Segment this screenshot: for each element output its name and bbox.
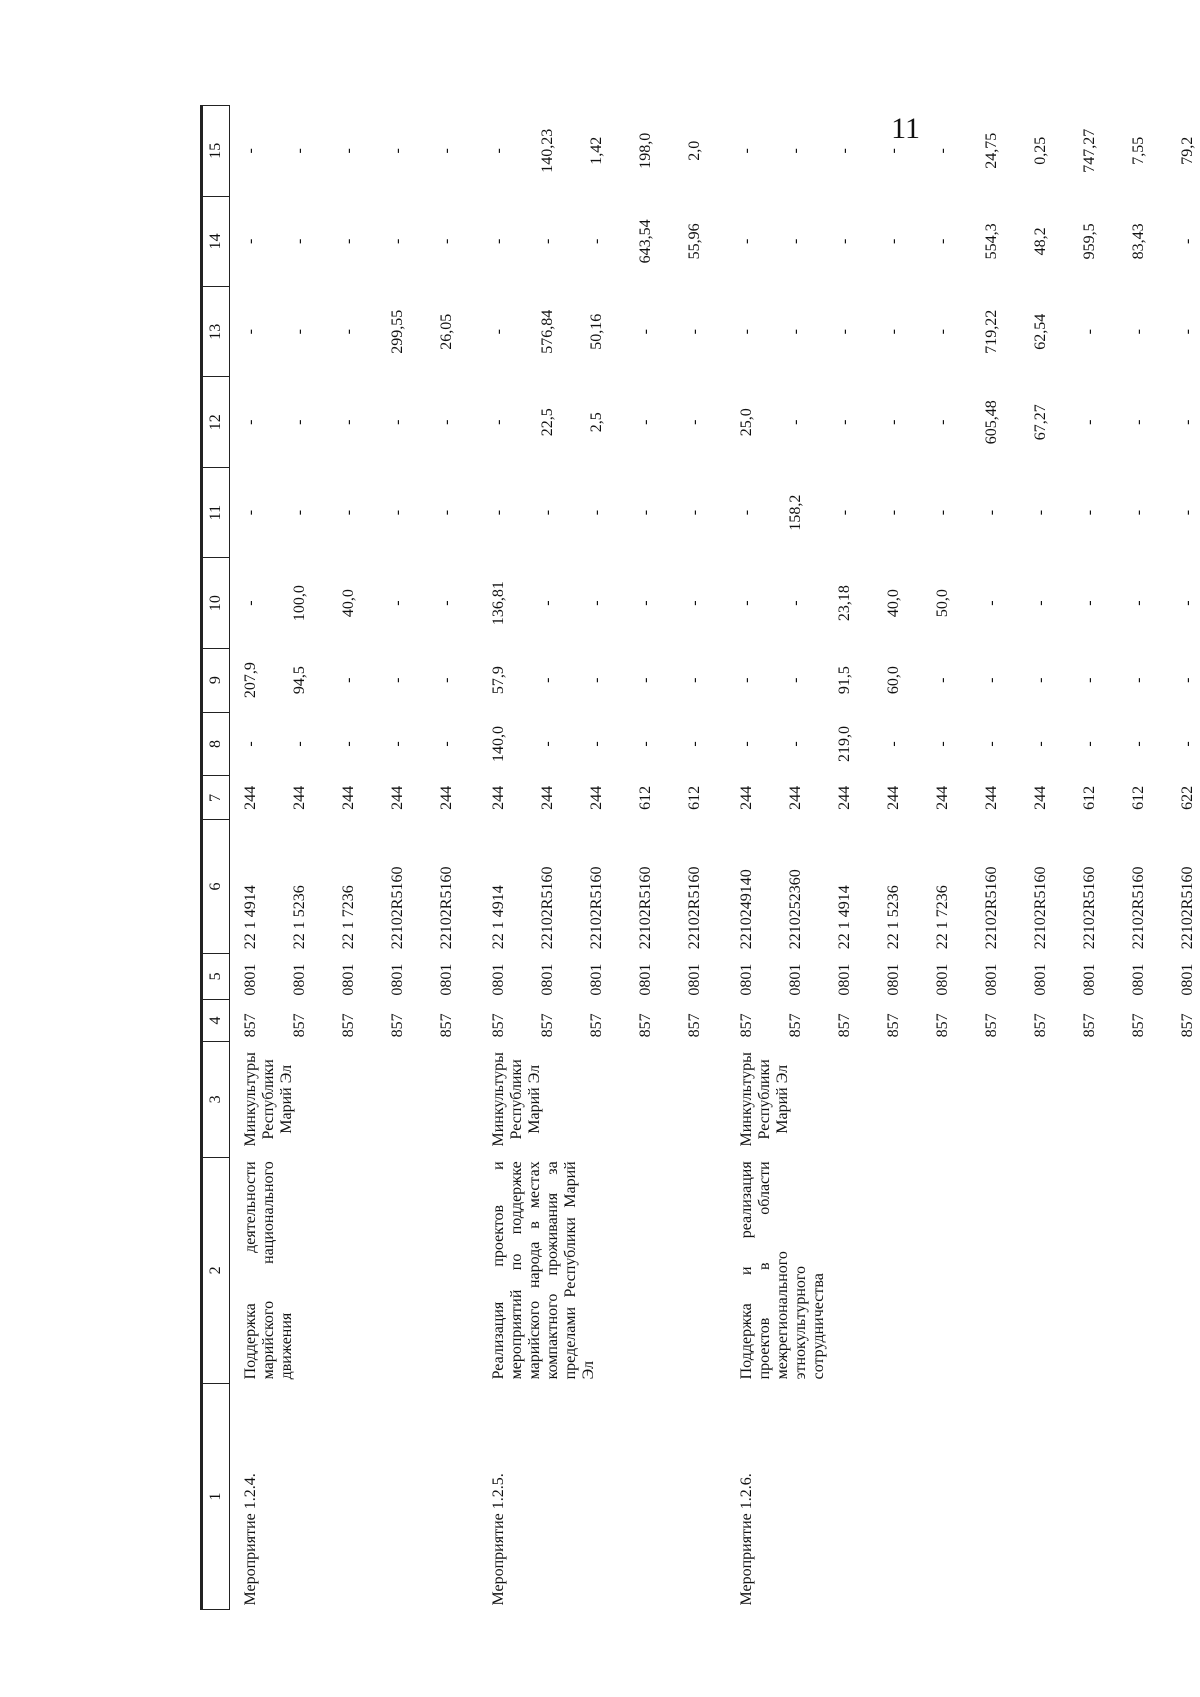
table-cell: 22102R5160 xyxy=(588,866,605,950)
table-cell: 857 xyxy=(242,1013,259,1038)
table-cell: 26,05 xyxy=(438,313,455,350)
table-cell: 60,0 xyxy=(885,666,902,695)
table-cell: 0801 xyxy=(836,963,853,996)
table-cell: - xyxy=(738,677,755,683)
table-cell: - xyxy=(637,509,654,516)
table-cell: 0801 xyxy=(738,963,755,996)
table-cell: 25,0 xyxy=(738,408,755,437)
table-cell: 22 1 4914 xyxy=(836,885,853,950)
column-header-8: 8 xyxy=(202,712,230,776)
table-cell: - xyxy=(389,677,406,683)
table-cell: - xyxy=(686,329,703,335)
table-cell: 244 xyxy=(490,785,507,810)
column-header-6: 6 xyxy=(202,820,230,953)
table-cell: - xyxy=(738,329,755,335)
table-cell: - xyxy=(637,741,654,747)
table-cell: 22102R5160 xyxy=(1179,866,1196,950)
table-cell: - xyxy=(1032,509,1049,516)
measure-name: Поддержка деятельности марийского национального движения xyxy=(242,1161,295,1380)
table-cell: - xyxy=(983,509,1000,516)
table-cell: 857 xyxy=(389,1013,406,1038)
table-cell: 91,5 xyxy=(836,666,853,695)
table-cell: 140,0 xyxy=(490,725,507,762)
table-cell: - xyxy=(389,741,406,747)
table-cell: 554,3 xyxy=(983,223,1000,260)
table-cell: - xyxy=(1179,509,1196,516)
table-cell: 94,5 xyxy=(291,666,308,695)
table-cell: 22 1 4914 xyxy=(490,885,507,950)
table-cell: 857 xyxy=(588,1013,605,1038)
table-cell: - xyxy=(787,677,804,683)
table-cell: 0801 xyxy=(787,963,804,996)
table-cell: 22 1 5236 xyxy=(885,885,902,950)
table-cell: 244 xyxy=(1032,785,1049,810)
table-cell: - xyxy=(438,419,455,425)
table-cell: - xyxy=(686,600,703,606)
table-body xyxy=(230,106,1200,1610)
table-cell: 857 xyxy=(438,1013,455,1038)
table-cell: - xyxy=(242,600,259,606)
table-cell: 612 xyxy=(1081,785,1098,810)
table-cell: 22 1 4914 xyxy=(242,885,259,950)
column-header-9: 9 xyxy=(202,648,230,712)
table-cell: - xyxy=(983,741,1000,747)
table-cell: - xyxy=(490,238,507,244)
measure-label: Мероприятие 1.2.4. xyxy=(242,1473,259,1606)
table-cell: - xyxy=(389,600,406,606)
table-cell: - xyxy=(340,419,357,425)
table-row xyxy=(726,106,778,1610)
table-cell: 22,5 xyxy=(539,408,556,437)
table-cell: - xyxy=(983,677,1000,683)
table-cell: - xyxy=(1179,238,1196,244)
table-cell: - xyxy=(340,238,357,244)
column-header-11: 11 xyxy=(202,467,230,557)
table-cell: - xyxy=(291,148,308,154)
table-cell: 22 1 5236 xyxy=(291,885,308,950)
responsible-org: Минкультуры Республики Марий Эл xyxy=(490,1052,543,1147)
table-cell: 2,0 xyxy=(686,140,703,161)
table-cell: - xyxy=(934,419,951,425)
table-cell: 857 xyxy=(539,1013,556,1038)
table-cell: - xyxy=(438,600,455,606)
table-cell: 576,84 xyxy=(539,309,556,354)
table-cell: 0801 xyxy=(389,963,406,996)
table-cell: - xyxy=(885,509,902,516)
table-cell: 299,55 xyxy=(389,309,406,354)
table-cell: 0801 xyxy=(1081,963,1098,996)
table-cell: - xyxy=(1179,600,1196,606)
table-cell: - xyxy=(1081,600,1098,606)
budget-table xyxy=(200,105,1200,1610)
measure-name: Поддержка и реализация проектов в области межрегионального этнокультурного сотрудничества xyxy=(738,1161,827,1380)
table-cell: 22 1 7236 xyxy=(934,885,951,950)
table-cell: 22102R5160 xyxy=(389,866,406,950)
table-cell: 207,9 xyxy=(242,662,259,699)
table-cell: 857 xyxy=(1179,1013,1196,1038)
table-cell: - xyxy=(1179,741,1196,747)
table-cell: - xyxy=(340,148,357,154)
table-cell: - xyxy=(787,600,804,606)
table-cell: 857 xyxy=(340,1013,357,1038)
table-cell: - xyxy=(438,148,455,154)
table-cell: 40,0 xyxy=(885,589,902,618)
table-cell: 612 xyxy=(686,785,703,810)
table-cell: - xyxy=(588,600,605,606)
table-cell: - xyxy=(885,238,902,244)
table-cell: 612 xyxy=(1130,785,1147,810)
table-cell: - xyxy=(637,329,654,335)
table-cell: 100,0 xyxy=(291,585,308,622)
table-cell: 612 xyxy=(637,785,654,810)
column-header-4: 4 xyxy=(202,1000,230,1042)
table-cell: 22 1 7236 xyxy=(340,885,357,950)
table-cell: 50,0 xyxy=(934,589,951,618)
table-cell: 22102R5160 xyxy=(1130,866,1147,950)
table-cell: - xyxy=(490,329,507,335)
table-cell: 22102R5160 xyxy=(1081,866,1098,950)
table-cell: - xyxy=(738,600,755,606)
table-cell: 83,43 xyxy=(1130,223,1147,260)
table-cell: 22102R5160 xyxy=(637,866,654,950)
table-cell: - xyxy=(738,148,755,154)
table-cell: 857 xyxy=(686,1013,703,1038)
responsible-org: Минкультуры Республики Марий Эл xyxy=(242,1052,295,1147)
table-cell: - xyxy=(1081,419,1098,425)
table-cell: - xyxy=(983,600,1000,606)
table-cell: 244 xyxy=(885,785,902,810)
column-header-12: 12 xyxy=(202,377,230,467)
table-cell: 0801 xyxy=(242,963,259,996)
table-cell: - xyxy=(389,238,406,244)
table-cell: 622 xyxy=(1179,785,1196,810)
table-cell: - xyxy=(438,677,455,683)
table-cell: 22102R5160 xyxy=(539,866,556,950)
table-cell: 67,27 xyxy=(1032,404,1049,441)
table-cell: 244 xyxy=(934,785,951,810)
table-cell: 244 xyxy=(291,785,308,810)
table-cell: - xyxy=(787,419,804,425)
table-cell: - xyxy=(389,509,406,516)
table-cell: - xyxy=(934,677,951,683)
table-cell: - xyxy=(438,741,455,747)
column-header-1: 1 xyxy=(202,1383,230,1609)
table-cell: 0801 xyxy=(1179,963,1196,996)
table-cell: - xyxy=(836,329,853,335)
table-cell: 198,0 xyxy=(637,132,654,169)
table-cell: - xyxy=(291,329,308,335)
table-cell: 0801 xyxy=(438,963,455,996)
table-cell: - xyxy=(291,238,308,244)
table-cell: - xyxy=(1130,677,1147,683)
table-cell: 48,2 xyxy=(1032,227,1049,256)
column-header-2: 2 xyxy=(202,1157,230,1383)
measure-label: Мероприятие 1.2.5. xyxy=(490,1473,507,1606)
table-row xyxy=(230,106,283,1610)
column-header-15: 15 xyxy=(202,106,230,197)
table-cell: 79,2 xyxy=(1179,136,1196,165)
table-cell: - xyxy=(836,419,853,425)
table-cell: - xyxy=(291,509,308,516)
table-cell: 0801 xyxy=(588,963,605,996)
table-cell: 857 xyxy=(291,1013,308,1038)
table-cell: - xyxy=(291,419,308,425)
table-cell: - xyxy=(242,419,259,425)
column-header-13: 13 xyxy=(202,287,230,377)
column-header-7: 7 xyxy=(202,776,230,820)
table-cell: - xyxy=(738,741,755,747)
table-cell: - xyxy=(588,509,605,516)
table-cell: - xyxy=(885,741,902,747)
table-cell: 0801 xyxy=(539,963,556,996)
table-cell: - xyxy=(1081,741,1098,747)
table-cell: - xyxy=(1081,329,1098,335)
table-cell: 857 xyxy=(1032,1013,1049,1038)
table-cell: 1,42 xyxy=(588,136,605,165)
table-cell: - xyxy=(1130,419,1147,425)
table-cell: - xyxy=(242,329,259,335)
table-cell: - xyxy=(389,419,406,425)
table-cell: 0801 xyxy=(490,963,507,996)
table-cell: - xyxy=(490,148,507,154)
table-row xyxy=(478,106,530,1610)
table-cell: 57,9 xyxy=(490,666,507,695)
table-cell: - xyxy=(1130,600,1147,606)
table-cell: 244 xyxy=(539,785,556,810)
column-header-10: 10 xyxy=(202,558,230,648)
table-cell: 959,5 xyxy=(1081,223,1098,260)
table-cell: - xyxy=(738,509,755,516)
table-cell: - xyxy=(787,329,804,335)
table-cell: 0801 xyxy=(637,963,654,996)
table-cell: - xyxy=(885,419,902,425)
table-cell: - xyxy=(787,741,804,747)
rotated-table-container xyxy=(200,10,1200,1610)
table-cell: 244 xyxy=(983,785,1000,810)
column-header-14: 14 xyxy=(202,196,230,286)
table-cell: - xyxy=(934,148,951,154)
table-cell: 244 xyxy=(588,785,605,810)
table-cell: - xyxy=(787,238,804,244)
table-cell: 50,16 xyxy=(588,313,605,350)
table-cell: - xyxy=(787,148,804,154)
table-cell: 22102R5160 xyxy=(1032,866,1049,950)
table-cell: 7,55 xyxy=(1130,136,1147,165)
table-cell: - xyxy=(934,741,951,747)
table-cell: 244 xyxy=(738,785,755,810)
table-cell: - xyxy=(637,419,654,425)
table-cell: 219,0 xyxy=(836,725,853,762)
table-cell: 22102R5160 xyxy=(686,866,703,950)
table-cell: 0801 xyxy=(1130,963,1147,996)
table-cell: 643,54 xyxy=(637,219,654,264)
table-cell: - xyxy=(738,238,755,244)
table-cell: - xyxy=(934,329,951,335)
table-cell: 857 xyxy=(1130,1013,1147,1038)
table-cell: 244 xyxy=(836,785,853,810)
table-cell: - xyxy=(1179,329,1196,335)
table-cell: 605,48 xyxy=(983,400,1000,445)
table-cell: 40,0 xyxy=(340,589,357,618)
table-cell: - xyxy=(291,741,308,747)
table-cell: 55,96 xyxy=(686,223,703,260)
table-cell: - xyxy=(242,509,259,516)
table-cell: - xyxy=(1081,677,1098,683)
table-cell: - xyxy=(340,741,357,747)
table-cell: - xyxy=(1032,600,1049,606)
table-cell: - xyxy=(242,148,259,154)
table-cell: 857 xyxy=(738,1013,755,1038)
table-cell: 0801 xyxy=(934,963,951,996)
table-cell: - xyxy=(539,238,556,244)
table-cell: - xyxy=(934,238,951,244)
table-cell: - xyxy=(588,238,605,244)
table-cell: 857 xyxy=(934,1013,951,1038)
table-cell: 857 xyxy=(1081,1013,1098,1038)
table-cell: 857 xyxy=(885,1013,902,1038)
table-cell: 22102R5160 xyxy=(438,866,455,950)
table-cell: 857 xyxy=(637,1013,654,1038)
header-row xyxy=(202,106,230,1610)
table-cell: 2210252360 xyxy=(787,869,804,950)
table-cell: - xyxy=(836,148,853,154)
table-cell: 2,5 xyxy=(588,412,605,433)
table-cell: 136,81 xyxy=(490,581,507,626)
table-cell: 857 xyxy=(983,1013,1000,1038)
table-cell: - xyxy=(836,238,853,244)
table-cell: 857 xyxy=(787,1013,804,1038)
page-number: 11 xyxy=(891,112,920,145)
column-header-5: 5 xyxy=(202,953,230,999)
table-cell: 719,22 xyxy=(983,309,1000,354)
table-cell: - xyxy=(686,509,703,516)
table-cell: - xyxy=(1130,741,1147,747)
table-cell: 244 xyxy=(242,785,259,810)
column-header-3: 3 xyxy=(202,1041,230,1157)
table-cell: - xyxy=(1179,419,1196,425)
table-cell: - xyxy=(1130,329,1147,335)
table-cell: - xyxy=(438,238,455,244)
table-cell: 140,23 xyxy=(539,128,556,173)
table-cell: 857 xyxy=(836,1013,853,1038)
table-cell: - xyxy=(836,509,853,516)
table-cell: - xyxy=(438,509,455,516)
table-cell: - xyxy=(340,509,357,516)
table-cell: 62,54 xyxy=(1032,313,1049,350)
table-cell: - xyxy=(934,509,951,516)
table-cell: 23,18 xyxy=(836,585,853,622)
table-cell: - xyxy=(539,600,556,606)
table-cell: - xyxy=(242,238,259,244)
measure-label: Мероприятие 1.2.6. xyxy=(738,1473,755,1606)
table-cell: - xyxy=(588,741,605,747)
table-cell: - xyxy=(539,741,556,747)
table-cell: - xyxy=(539,509,556,516)
table-cell: - xyxy=(885,148,902,154)
table-cell: 2210249140 xyxy=(738,869,755,950)
table-cell: - xyxy=(1081,509,1098,516)
table-cell: 857 xyxy=(490,1013,507,1038)
table-cell: 244 xyxy=(340,785,357,810)
table-cell: - xyxy=(340,677,357,683)
table-cell: 244 xyxy=(438,785,455,810)
table-cell: 22102R5160 xyxy=(983,866,1000,950)
table-cell: 158,2 xyxy=(787,494,804,531)
table-cell: - xyxy=(686,741,703,747)
table-cell: - xyxy=(885,329,902,335)
table-cell: - xyxy=(242,741,259,747)
measure-name: Реализация проектов и мероприятий по поддержке марийского народа в местах компактного проживания за пределами Республики Марий Эл xyxy=(490,1161,597,1380)
table-cell: - xyxy=(1179,677,1196,683)
table-cell: 0,25 xyxy=(1032,136,1049,165)
table-cell: - xyxy=(686,419,703,425)
table-cell: - xyxy=(490,419,507,425)
table-cell: - xyxy=(340,329,357,335)
table-cell: 747,27 xyxy=(1081,128,1098,173)
table-cell: - xyxy=(1032,741,1049,747)
table-cell: - xyxy=(588,677,605,683)
table-cell: - xyxy=(686,677,703,683)
table-cell: 0801 xyxy=(885,963,902,996)
table-cell: - xyxy=(1130,509,1147,516)
table-cell: 24,75 xyxy=(983,132,1000,169)
table-cell: - xyxy=(1032,677,1049,683)
table-cell: - xyxy=(539,677,556,683)
table-cell: 0801 xyxy=(1032,963,1049,996)
table-cell: 0801 xyxy=(983,963,1000,996)
table-cell: 244 xyxy=(787,785,804,810)
table-cell: 0801 xyxy=(340,963,357,996)
responsible-org: Минкультуры Республики Марий Эл xyxy=(738,1052,791,1147)
table-cell: - xyxy=(637,600,654,606)
table-cell: - xyxy=(637,677,654,683)
table-cell: 244 xyxy=(389,785,406,810)
table-cell: 0801 xyxy=(686,963,703,996)
table-cell: 0801 xyxy=(291,963,308,996)
table-cell: - xyxy=(490,509,507,516)
table-cell: - xyxy=(389,148,406,154)
